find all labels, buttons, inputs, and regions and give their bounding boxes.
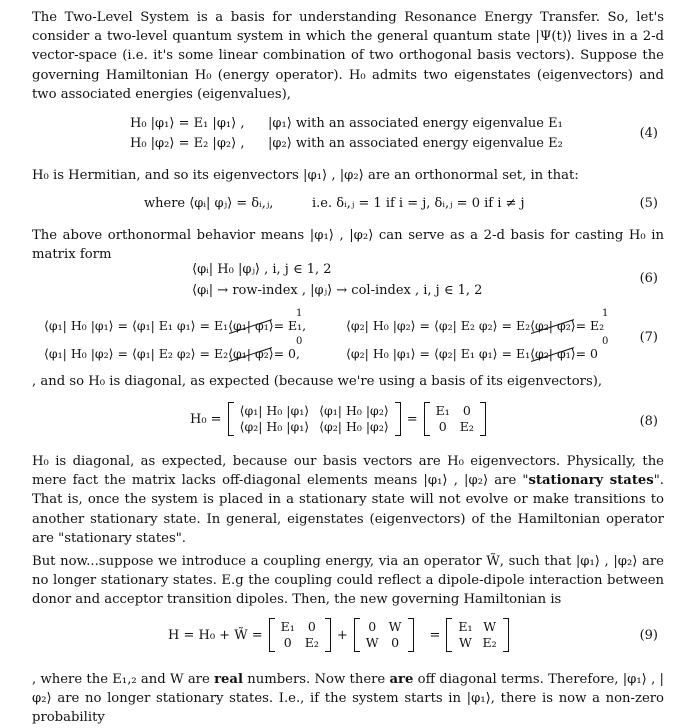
eq7-line1-right: ⟨φ₂| H₀ |φ₂⟩ = ⟨φ₂| E₂ φ₂⟩ = E₂⟨φ₂| φ₂⟩= E₂ (346, 318, 605, 333)
eq7-line2-right: ⟨φ₂| H₀ |φ₁⟩ = ⟨φ₂| E₁ φ₁⟩ = E₁⟨φ₂| φ₁⟩= 0 (346, 346, 598, 361)
eq8-m11: ⟨φ₁| H₀ |φ₁⟩ (239, 403, 310, 418)
eq8-lhs: H₀ = (190, 411, 222, 427)
eq9-matrix-h: E₁ W W E₂ (446, 618, 508, 652)
hermitian-paragraph: H₀ is Hermitian, and so its eigenvectors |φ₁⟩ , |φ₂⟩ are an orthonormal set, in that: (32, 168, 579, 183)
eq5-part-a: where ⟨φᵢ| φⱼ⟩ = δᵢ,ⱼ, (144, 196, 274, 211)
eq4-line1-desc: |φ₁⟩ with an associated energy eigenvalue E₁ (268, 116, 563, 131)
eq7-number: (7) (639, 330, 658, 345)
eq7-line2-left: ⟨φ₁| H₀ |φ₂⟩ = ⟨φ₁| E₂ φ₂⟩ = E₂⟨φ₁| φ₂⟩= 0, (44, 346, 300, 361)
eq7-cancel-zero-a: 0 (296, 336, 303, 347)
eq8-m12: ⟨φ₁| H₀ |φ₂⟩ (319, 403, 389, 418)
stationary-paragraph: H₀ is diagonal, as expected, because our basis vectors are H₀ eigenvectors. Physically, the mere fact the matrix lacks off-diagonal elements means |φ₁⟩ , |φ₂⟩ are "stationary states". That is, once the system is placed in a stationary state will not evolve or make transitions to another stationary state. In general, eigenstates (eigenvectors) of the Hamiltonian operator are "stationary states". (32, 454, 664, 546)
eq8-r12: 0 (462, 403, 471, 418)
eq6-line1: ⟨φᵢ| H₀ |φⱼ⟩ , i, j ∈ 1, 2 (192, 262, 332, 277)
diagonal-paragraph: , and so H₀ is diagonal, as expected (because we're using a basis of its eigenvectors), (32, 374, 603, 389)
eq7-cancel-zero-b: 0 (602, 336, 609, 347)
eq9-plus: + (336, 627, 348, 643)
eq4-line1: H₀ |φ₁⟩ = E₁ |φ₁⟩ , (130, 116, 245, 131)
eq9-lhs: H = H₀ + W̃ = (168, 627, 263, 643)
eq5-part-b: i.e. δᵢ,ⱼ = 1 if i = j, δᵢ,ⱼ = 0 if i ≠ j (312, 196, 525, 211)
eq9-matrix-h0: E₁ 0 0 E₂ (269, 618, 331, 652)
eq9-equals: = (429, 627, 441, 643)
eq5-number: (5) (639, 196, 658, 211)
eq6-line2: ⟨φᵢ| → row-index , |φⱼ⟩ → col-index , i, j ∈ 1, 2 (192, 283, 483, 298)
eq8-number: (8) (639, 414, 658, 429)
eq7-cancel-one-a: 1 (296, 308, 303, 319)
eq8-r11: E₁ (435, 403, 450, 418)
eq4-line2: H₀ |φ₂⟩ = E₂ |φ₂⟩ , (130, 136, 245, 151)
eq9-expression (168, 618, 509, 652)
eq6-number: (6) (639, 271, 658, 286)
intro-paragraph: The Two-Level System is a basis for understanding Resonance Energy Transfer. So, let's consider a two-level quantum system in which the general quantum state |Ψ(t)⟩ lives in a 2-d vector-space (i.e. it's some linear combination of two orthogonal basis vectors). Suppose the governing Hamiltonian H₀ (energy operator). H₀ admits two eigenstates (eigenvectors) and two associated energies (eigenvalues), (32, 10, 664, 102)
eq8-matrix-elements (228, 402, 401, 436)
eq8-equals: = (406, 411, 418, 427)
eq8-r21: 0 (438, 419, 447, 434)
eq8-r22: E₂ (459, 419, 474, 434)
eq4-line2-desc: |φ₂⟩ with an associated energy eigenvalue E₂ (268, 136, 563, 151)
eq8-expression (190, 402, 486, 436)
eq7-line1-left: ⟨φ₁| H₀ |φ₁⟩ = ⟨φ₁| E₁ φ₁⟩ = E₁⟨φ₁| φ₁⟩= E₁, (44, 318, 307, 333)
coupling-paragraph: But now...suppose we introduce a coupling energy, via an operator W̃, such that |φ₁⟩ , |φ₂⟩ are no longer stationary states. E.g the coupling could reflect a dipole-dipole interaction between donor and acceptor transition dipoles. Then, the new governing Hamiltonian is (32, 554, 664, 608)
eq9-number: (9) (639, 628, 658, 643)
final-paragraph: , where the E₁,₂ and W are real numbers. Now there are off diagonal terms. Therefore, |φ₁⟩ , |φ₂⟩ are no longer stationary states. I.e., if the system starts in |φ₁⟩, there is now a non-zero probability (32, 672, 664, 726)
eq8-m21: ⟨φ₂| H₀ |φ₁⟩ (239, 419, 310, 434)
eq4-number: (4) (639, 126, 658, 141)
stationary-states-bold: stationary states (528, 473, 654, 489)
eq7-cancel-one-b: 1 (602, 308, 609, 319)
eq8-m22: ⟨φ₂| H₀ |φ₂⟩ (319, 419, 389, 434)
eq9-matrix-w: 0 W W 0 (354, 618, 414, 652)
eq8-matrix-result (424, 402, 486, 436)
orthonormal-paragraph: The above orthonormal behavior means |φ₁⟩ , |φ₂⟩ can serve as a 2-d basis for casting H₀ in matrix form (32, 228, 664, 263)
